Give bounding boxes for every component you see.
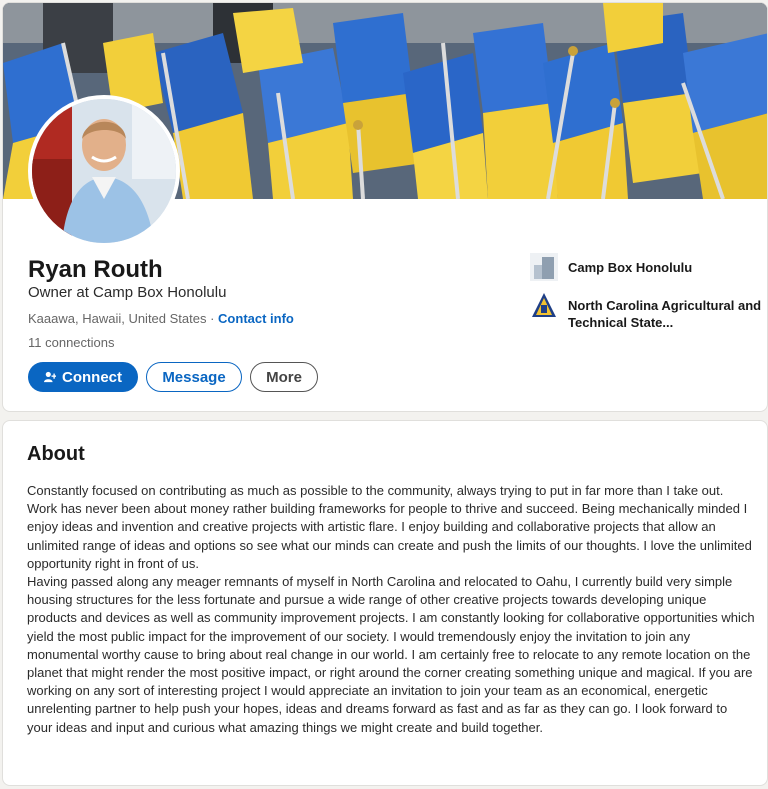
org-item-current-company[interactable] (530, 253, 765, 281)
about-title: About (27, 443, 85, 465)
university-logo-icon (530, 291, 558, 319)
profile-organizations (530, 253, 765, 341)
contact-info-link[interactable]: Contact info (218, 311, 294, 326)
profile-photo[interactable] (28, 95, 180, 247)
add-person-icon (44, 370, 56, 384)
org-item-education[interactable] (530, 291, 765, 331)
about-text (27, 482, 755, 737)
message-button[interactable]: Message (146, 362, 242, 392)
profile-name: Ryan Routh (28, 256, 163, 283)
connect-button[interactable] (28, 362, 138, 392)
more-button[interactable]: More (250, 362, 318, 392)
location-separator: · (206, 311, 219, 326)
connect-button-label: Connect (62, 368, 122, 386)
profile-location-line (28, 311, 294, 326)
profile-location: Kaaawa, Hawaii, United States (28, 311, 207, 326)
about-section (2, 420, 768, 786)
org-name-current-company: Camp Box Honolulu (568, 260, 693, 275)
about-paragraph: Constantly focused on contributing as much as possible to the community, always trying to put in far more than I take out. Work has never been about money rather building frameworks for people to thrive and succeed. Being mechanically minded I enjoy ideas and invention and creative projects with artistic flare. I enjoy building and collaborative projects that allow an unlimited range of ideas and options so see what our minds can create and push the limits of our thoughts. I love the unlimited opportunity right in front of us. (27, 483, 752, 571)
connections-count[interactable]: 11 connections (28, 335, 115, 350)
company-logo-icon (530, 253, 558, 281)
about-paragraph: Having passed along any meager remnants of myself in North Carolina and relocated to Oahu, I currently build very simple housing structures for the less fortunate and pursue a wide range of other creative projects towards developing unique products and devices as well as community improvement projects. I am constantly looking for collaborative opportunities which yield the most public impact for the improvement of our society. I would tremendously enjoy the invitation to join any monumental worthy cause to bring about real change in our world. I am certainly free to relocate to any remote location on the planet that might render the most positive impact, or right around the corner creating something unique and magical. If you are working on any sort of interesting project I would appreciate an invitation to join your team as an economical, energetic unrelenting partner to help push your hopes, ideas and dreams forward as fast and as far as they can go. I look forward to your ideas and input and curious what amazing things we might create and build together. (27, 574, 755, 735)
profile-headline: Owner at Camp Box Honolulu (28, 284, 227, 301)
org-name-education: North Carolina Agricultural and Technical State... (568, 298, 762, 330)
profile-card (2, 2, 768, 412)
profile-actions (28, 362, 318, 392)
